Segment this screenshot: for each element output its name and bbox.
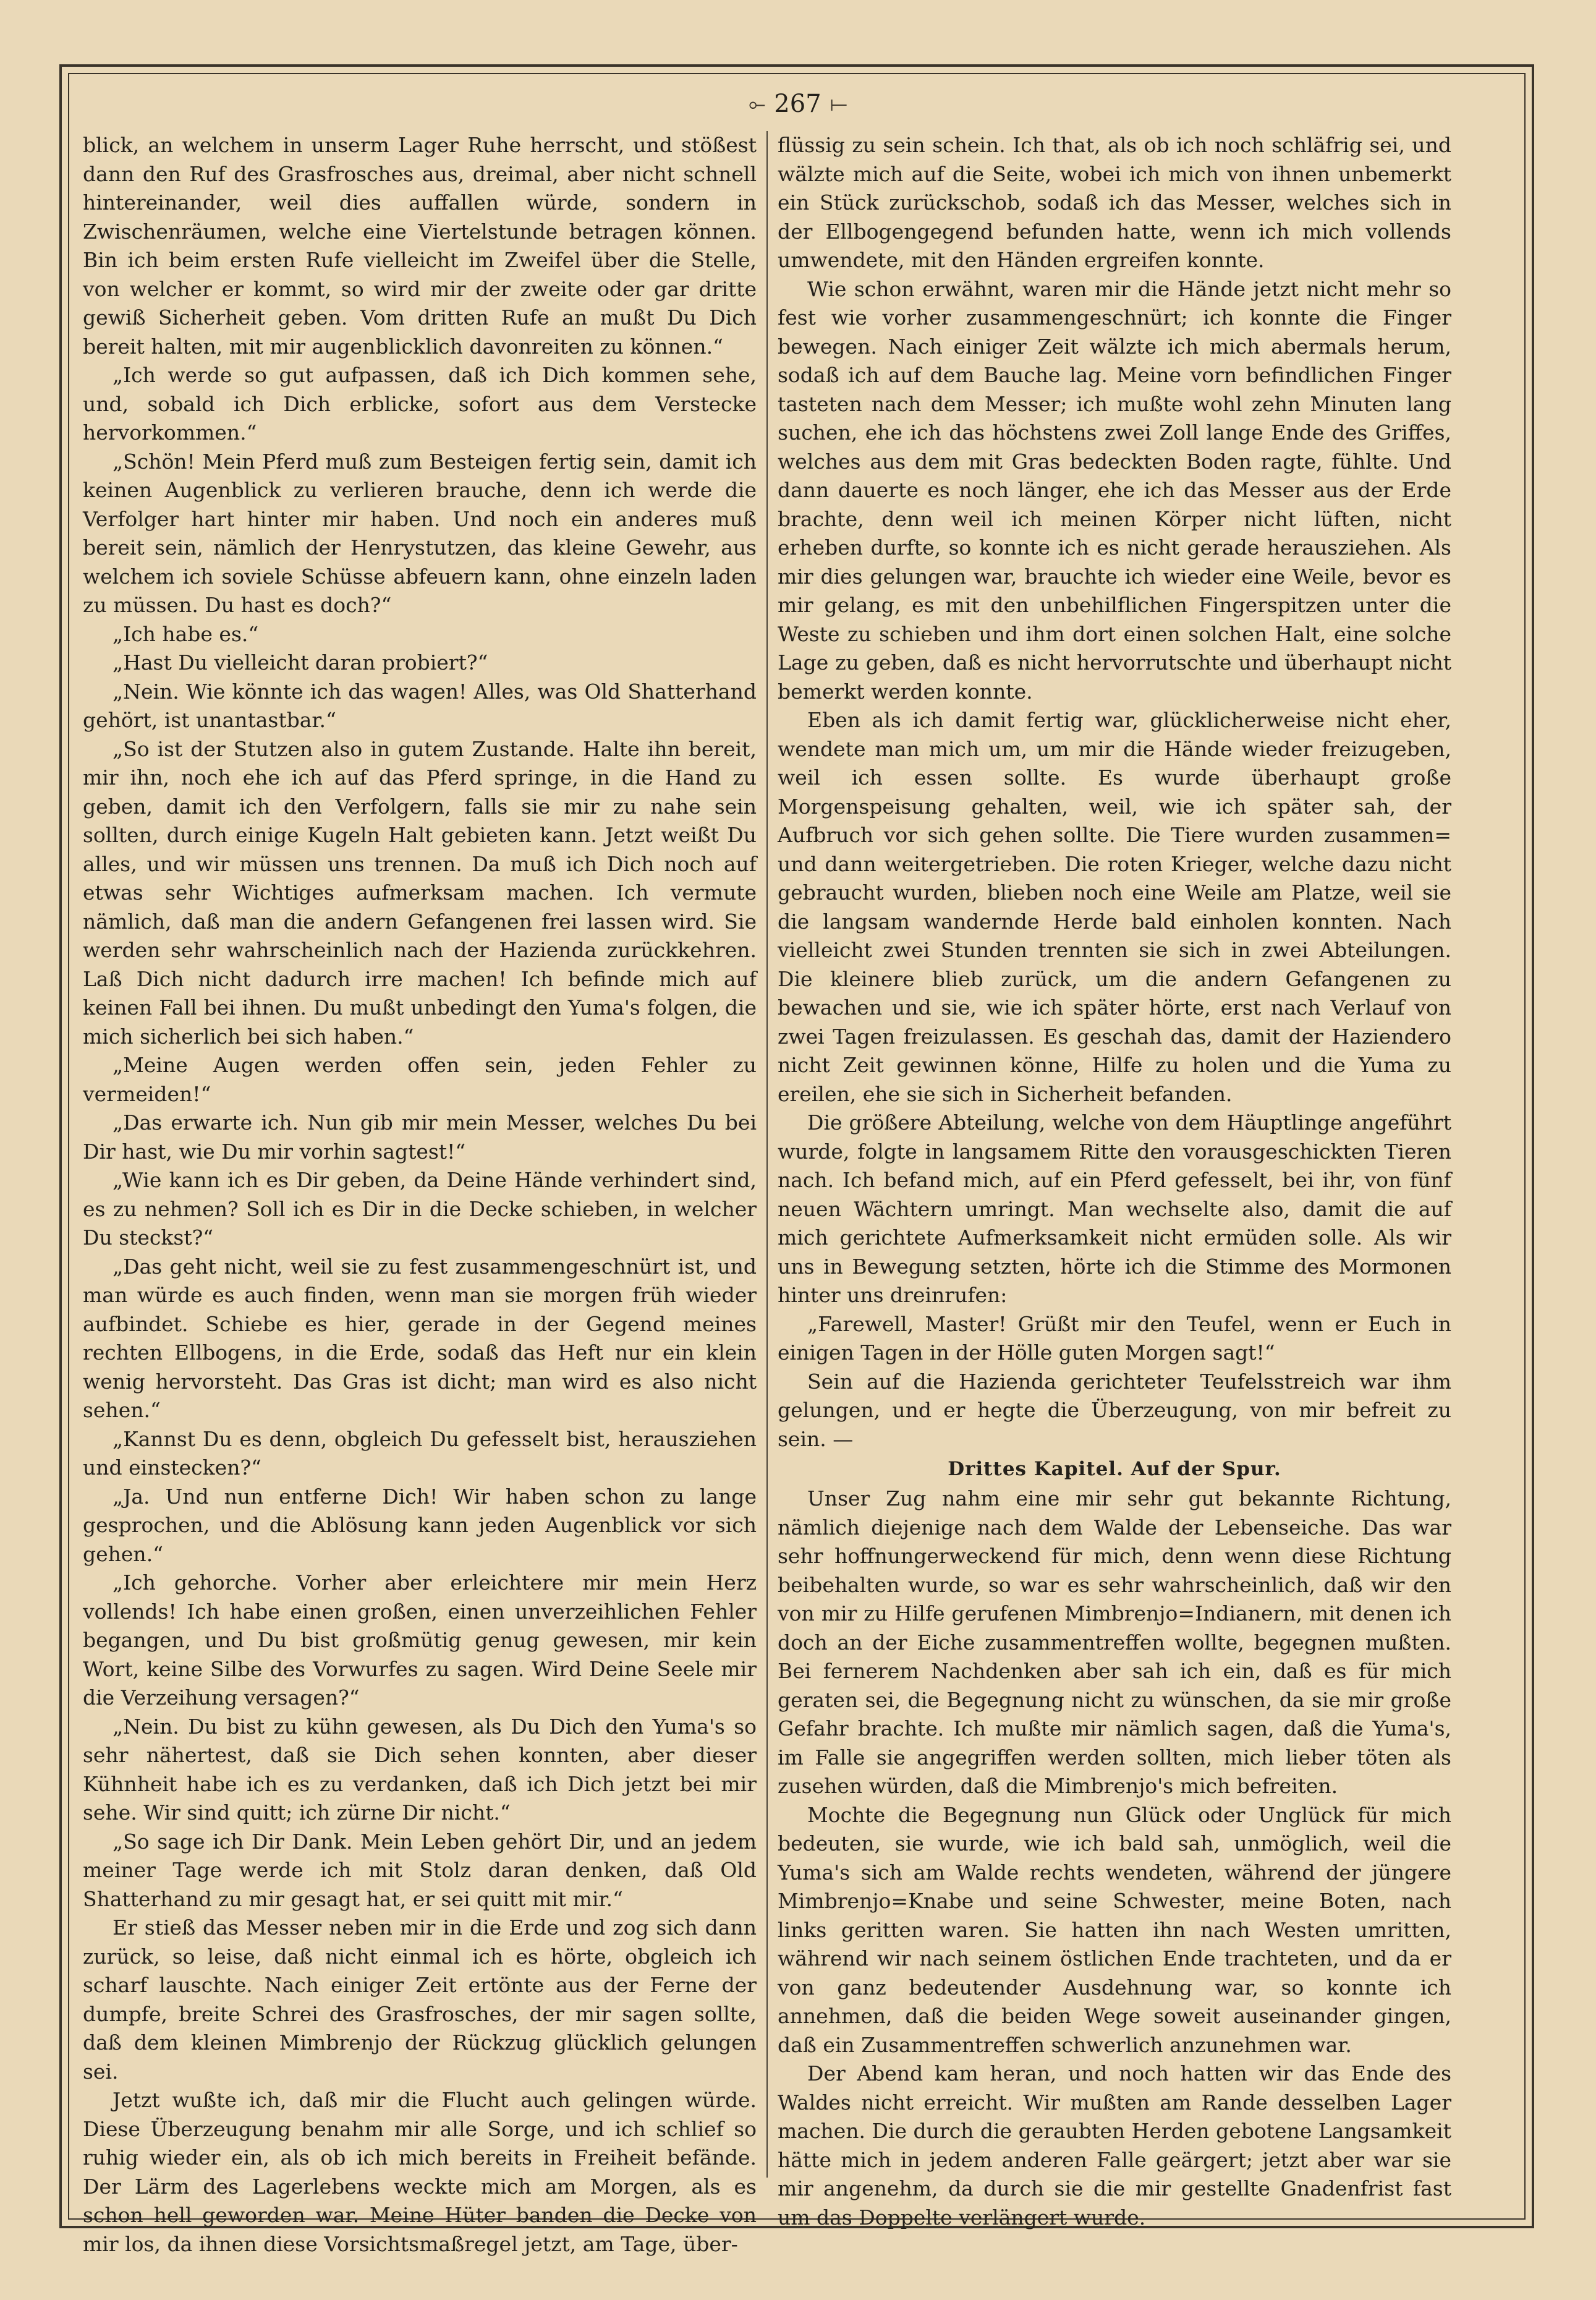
paragraph: „So sage ich Dir Dank. Mein Leben gehört Dir, und an jedem meiner Tage werde ich mit Stolz daran denken, daß Old Shatterhand zu mir gesagt hat, er sei quitt mit mir.“	[83, 1829, 757, 1911]
paragraph: „Das erwarte ich. Nun gib mir mein Messer, welches Du bei Dir hast, wie Du mir vorhin sagtest!“	[83, 1110, 757, 1164]
right-text-column	[778, 131, 1451, 2230]
right-ornament-icon: ⟝	[830, 92, 847, 116]
paragraph: Der Abend kam heran, und noch hatten wir das Ende des Waldes nicht erreicht. Wir mußten am Rande desselben Lager machen. Die durch die geraubten Herden gebotene Langsamkeit hätte mich in jedem anderen Falle geärgert; jetzt aber war sie mir angenehm, da durch sie die mir gestellte Gnadenfrist fast um das Doppelte verlängert wurde.	[778, 2061, 1451, 2230]
paragraph: „Kannst Du es denn, obgleich Du gefesselt bist, herausziehen und einstecken?“	[83, 1426, 757, 1480]
page-number: 267	[774, 90, 821, 118]
paragraph: „Ich werde so gut aufpassen, daß ich Dich kommen sehe, und, sobald ich Dich erblicke, sofort aus dem Verstecke hervorkommen.“	[83, 363, 757, 445]
paragraph: „So ist der Stutzen also in gutem Zustande. Halte ihn bereit, mir ihn, noch ehe ich auf das Pferd springe, in die Hand zu geben, damit ich den Verfolgern, falls sie mir zu nahe sein sollten, durch einige Kugeln Halt gebieten kann. Jetzt weißt Du alles, und wir müssen uns trennen. Da muß ich Dich noch auf etwas sehr Wichtiges aufmerksam machen. Ich vermute nämlich, daß man die andern Gefangenen frei lassen wird. Sie werden sehr wahrscheinlich nach der Hazienda zurückkehren. Laß Dich nicht dadurch irre machen! Ich befinde mich auf keinen Fall bei ihnen. Du mußt unbedingt den Yuma's folgen, die mich sicherlich bei sich haben.“	[83, 736, 757, 1049]
paragraph: Unser Zug nahm eine mir sehr gut bekannte Richtung, nämlich diejenige nach dem Walde der Lebenseiche. Das war sehr hoffnungerweckend für mich, denn wenn diese Richtung beibehalten wurde, so war es sehr wahrscheinlich, daß wir den von mir zu Hilfe gerufenen Mimbrenjo=Indianern, mit denen ich doch an der Eiche zusammentreffen wollte, begegnen mußten. Bei fernerem Nachdenken aber sah ich ein, daß es für mich geraten sei, die Begegnung nicht zu wünschen, da sie mir große Gefahr brachte. Ich mußte mir nämlich sagen, daß die Yuma's, im Falle sie angegriffen werden sollten, mich lieber töten als zusehen würden, daß die Mimbrenjo's mich befreiten.	[778, 1486, 1451, 1798]
paragraph: „Nein. Wie könnte ich das wagen! Alles, was Old Shatterhand gehört, ist unantastbar.“	[83, 679, 757, 732]
paragraph: „Farewell, Master! Grüßt mir den Teufel, wenn er Euch in einigen Tagen in der Hölle guten Morgen sagt!“	[778, 1311, 1451, 1365]
paragraph: „Schön! Mein Pferd muß zum Besteigen fertig sein, damit ich keinen Augenblick zu verlieren brauche, denn ich werde die Verfolger hart hinter mir haben. Und noch ein anderes muß bereit sein, nämlich der Henrystutzen, das kleine Gewehr, aus welchem ich soviele Schüsse abfeuern kann, ohne einzeln laden zu müssen. Du hast es doch?“	[83, 449, 757, 617]
paragraph: „Meine Augen werden offen sein, jeden Fehler zu vermeiden!“	[83, 1053, 757, 1106]
left-text-column	[83, 131, 757, 2256]
paragraph: Sein auf die Hazienda gerichteter Teufelsstreich war ihm gelungen, und er hegte die Überzeugung, von mir befreit zu sein. —	[778, 1369, 1451, 1451]
paragraph: „Ich gehorche. Vorher aber erleichtere mir mein Herz vollends! Ich habe einen großen, einen unverzeihlichen Fehler begangen, und Du bist großmütig genug gewesen, mir kein Wort, keine Silbe des Vorwurfes zu sagen. Wird Deine Seele mir die Verzeihung versagen?“	[83, 1570, 757, 1710]
paragraph: „Wie kann ich es Dir geben, da Deine Hände verhindert sind, es zu nehmen? Soll ich es Dir in die Decke schieben, in welcher Du steckst?“	[83, 1168, 757, 1250]
paragraph: Eben als ich damit fertig war, glücklicherweise nicht eher, wendete man mich um, um mir die Hände wieder freizugeben, weil ich essen sollte. Es wurde überhaupt große Morgenspeisung gehalten, weil, wie ich später sah, der Aufbruch vor sich gehen sollte. Die Tiere wurden zusammen= und dann weitergetrieben. Die roten Krieger, welche dazu nicht gebraucht wurden, blieben noch eine Weile am Platze, weil sie die langsam wandernde Herde bald einholen konnten. Nach vielleicht zwei Stunden trennten sie sich in zwei Abteilungen. Die kleinere blieb zurück, um die andern Gefangenen zu bewachen und sie, wie ich später hörte, erst nach Verlauf von zwei Tagen freizulassen. Es geschah das, damit der Haziendero nicht Zeit gewinnen könne, Hilfe zu holen und die Yuma zu ereilen, ehe sie sich in Sicherheit befanden.	[778, 708, 1451, 1106]
left-ornament-icon: ⟜	[749, 92, 766, 116]
paragraph: Er stieß das Messer neben mir in die Erde und zog sich dann zurück, so leise, daß nicht einmal ich es hörte, obgleich ich scharf lauschte. Nach einiger Zeit ertönte aus der Ferne der dumpfe, breite Schrei des Grasfrosches, der mir sagen sollte, daß dem kleinen Mimbrenjo der Rückzug glücklich gelungen sei.	[83, 1915, 757, 2084]
paragraph: „Hast Du vielleicht daran probiert?“	[112, 650, 488, 675]
page-header	[686, 85, 910, 122]
paragraph: Die größere Abteilung, welche von dem Häuptlinge angeführt wurde, folgte in langsamem Ritte den vorausgeschickten Tieren nach. Ich befand mich, auf ein Pferd gefesselt, bei ihr, von fünf neuen Wächtern umringt. Man wechselte also, damit die auf mich gerichtete Aufmerksamkeit nicht ermüden solle. Als wir uns in Bewegung setzten, hörte ich die Stimme des Mormonen hinter uns dreinrufen:	[778, 1110, 1451, 1307]
column-divider	[766, 131, 768, 2178]
paragraph: Mochte die Begegnung nun Glück oder Unglück für mich bedeuten, sie wurde, wie ich bald sah, unmöglich, weil die Yuma's sich am Walde rechts wendeten, während der jüngere Mimbrenjo=Knabe und seine Schwester, meine Boten, nach links geritten waren. Sie hatten ihn nach Westen umritten, während wir nach seinem östlichen Ende trachteten, und da er von ganz bedeutender Ausdehnung war, so konnte ich annehmen, daß die beiden Wege soweit auseinander gingen, daß ein Zusammentreffen schwerlich anzunehmen war.	[778, 1802, 1451, 2057]
paragraph: „Ja. Und nun entferne Dich! Wir haben schon zu lange gesprochen, und die Ablösung kann jeden Augenblick vor sich gehen.“	[83, 1484, 757, 1566]
paragraph: Wie schon erwähnt, waren mir die Hände jetzt nicht mehr so fest wie vorher zusammengeschnürt; ich konnte die Finger bewegen. Nach einiger Zeit wälzte ich mich abermals herum, sodaß ich auf dem Bauche lag. Meine vorn befindlichen Finger tasteten nach dem Messer; ich mußte wohl zehn Minuten lang suchen, ehe ich das höchstens zwei Zoll lange Ende des Griffes, welches aus dem mit Gras bedeckten Boden ragte, fühlte. Und dann dauerte es noch länger, ehe ich das Messer aus der Erde brachte, denn weil ich meinen Körper nicht lüften, nicht erheben durfte, so konnte ich es nicht gerade herausziehen. Als mir dies gelungen war, brauchte ich wieder eine Weile, bevor es mir gelang, es mit den unbehilflichen Fingerspitzen unter die Weste zu schieben und ihm dort einen solchen Halt, eine solche Lage zu geben, daß es nicht hervorrutschte und überhaupt nicht bemerkt werden konnte.	[778, 276, 1451, 704]
paragraph: blick, an welchem in unserm Lager Ruhe herrscht, und stößest dann den Ruf des Grasfrosches aus, dreimal, aber nicht schnell hintereinander, weil dies auffallen würde, sondern in Zwischenräumen, welche eine Viertelstunde betragen können. Bin ich beim ersten Rufe vielleicht im Zweifel über die Stelle, von welcher er kommt, so wird mir der zweite oder gar dritte gewiß Sicherheit geben. Vom dritten Rufe an mußt Du Dich bereit halten, mit mir augenblicklich davonreiten zu können.“	[83, 133, 757, 359]
paragraph: „Das geht nicht, weil sie zu fest zusammengeschnürt ist, und man würde es auch finden, wenn man sie morgen früh wieder aufbindet. Schiebe es hier, gerade in der Gegend meines rechten Ellbogens, in die Erde, sodaß das Heft nur ein klein wenig hervorsteht. Das Gras ist dicht; man wird es also nicht sehen.“	[83, 1254, 757, 1422]
paragraph: „Nein. Du bist zu kühn gewesen, als Du Dich den Yuma's so sehr nähertest, daß sie Dich sehen konnten, aber dieser Kühnheit habe ich es zu verdanken, daß ich Dich jetzt bei mir sehe. Wir sind quitt; ich zürne Dir nicht.“	[83, 1714, 757, 1825]
paragraph: flüssig zu sein schein. Ich that, als ob ich noch schläfrig sei, und wälzte mich auf die Seite, wobei ich mich von ihnen unbemerkt ein Stück zurückschob, sodaß ich das Messer, welches sich in der Ellbogengegend befunden hatte, wenn ich mich vollends umwendete, mit den Händen ergreifen konnte.	[778, 133, 1451, 272]
chapter-heading: Drittes Kapitel. Auf der Spur.	[948, 1458, 1281, 1480]
paragraph: Jetzt wußte ich, daß mir die Flucht auch gelingen würde. Diese Überzeugung benahm mir alle Sorge, und ich schlief so ruhig wieder ein, als ob ich mich bereits in Freiheit befände. Der Lärm des Lagerlebens weckte mich am Morgen, als es schon hell geworden war. Meine Hüter banden die Decke von mir los, da ihnen diese Vorsichtsmaßregel jetzt, am Tage, über-	[83, 2088, 757, 2256]
paragraph: „Ich habe es.“	[112, 621, 259, 646]
